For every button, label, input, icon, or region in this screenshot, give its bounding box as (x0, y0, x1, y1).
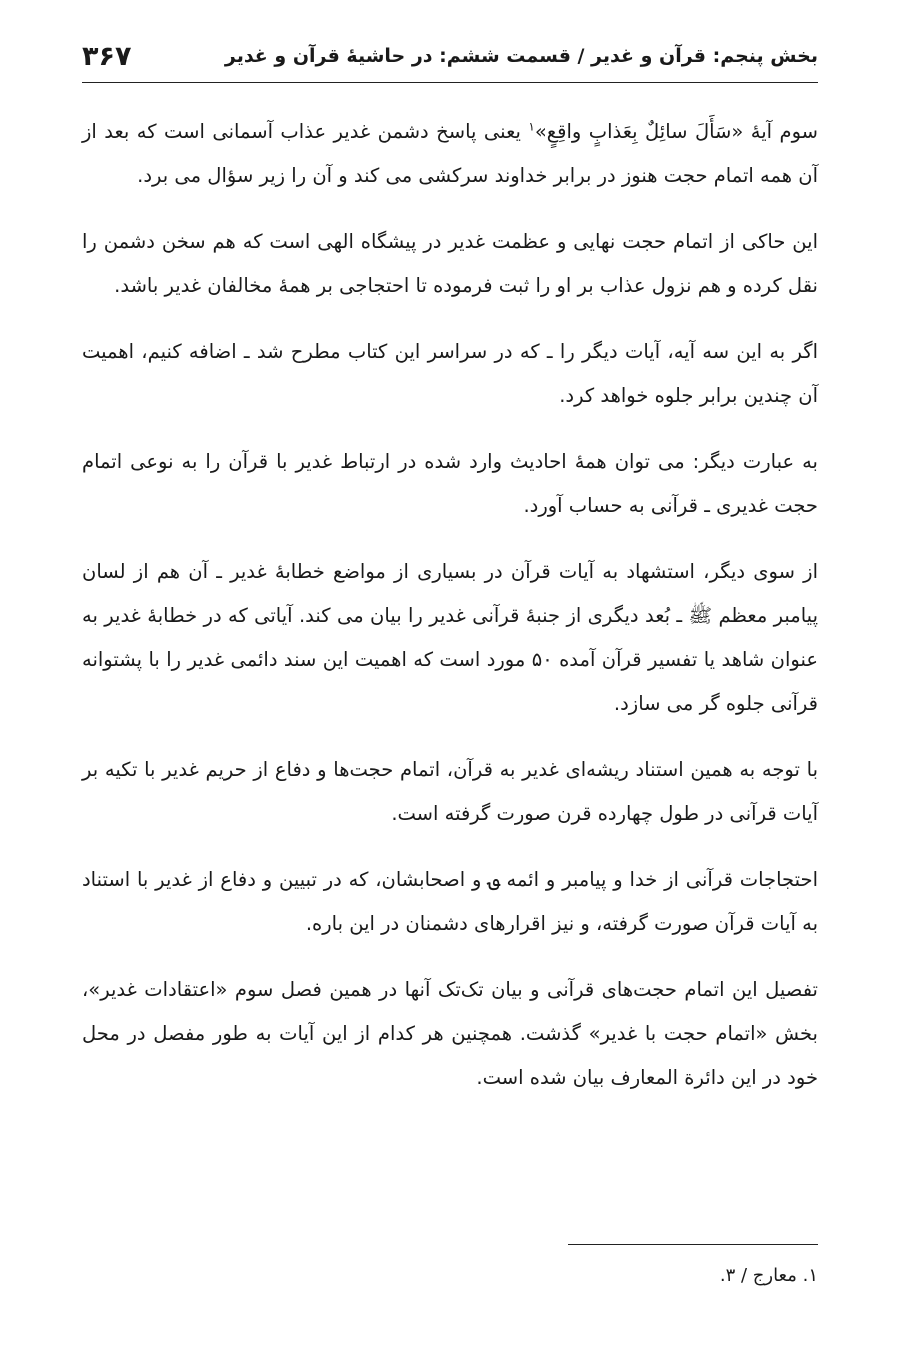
paragraph-2: این حاکی از اتمام حجت نهایی و عظمت غدیر در پیشگاه الهی است که هم سخن دشمن را نقل کرده و هم نزول عذاب بر او را ثبت فرموده تا احتجاجی بر همۀ مخالفان غدیر باشد. (82, 230, 818, 297)
page-number: ۳۶۷ (82, 40, 132, 72)
paragraph-8: تفصیل این اتمام حجت‌های قرآنی و بیان تک‌تک آنها در همین فصل سوم «اعتقادات غدیر»، بخش «اتمام حجت با غدیر» گذشت. همچنین هر کدام از این آیات به طور مفصل در محل خود در این دائرة المعارف بیان شده است. (82, 978, 818, 1089)
paragraph-7: احتجاجات قرآنی از خدا و پیامبر و ائمه ؈ و اصحابشان، که در تبیین و دفاع از غدیر با استناد به آیات قرآن صورت گرفته، و نیز اقرارهای دشمنان در این باره. (82, 868, 818, 935)
body-text (82, 110, 818, 1122)
running-header (82, 30, 818, 83)
footnote-divider (568, 1244, 818, 1245)
paragraph-3: اگر به این سه آیه، آیات دیگر را ـ که در سراسر این کتاب مطرح شد ـ اضافه کنیم، اهمیت آن چندین برابر جلوه خواهد کرد. (82, 340, 818, 407)
paragraph-6: با توجه به همین استناد ریشه‌ای غدیر به قرآن، اتمام حجت‌ها و دفاع از حریم غدیر با تکیه بر آیات قرآنی در طول چهارده قرن صورت گرفته است. (82, 758, 818, 825)
paragraph-1 (82, 110, 818, 198)
paragraph-1-quote: سوم آیۀ «سَأَلَ سائِلٌ بِعَذابٍ واقِعٍ» (534, 120, 818, 143)
header-title: بخش پنجم: قرآن و غدیر / قسمت ششم: در حاشیۀ قرآن و غدیر (224, 45, 818, 67)
paragraph-4: به عبارت دیگر: می توان همۀ احادیث وارد شده در ارتباط غدیر با قرآن را به نوعی اتمام حجت غدیری ـ قرآنی به حساب آورد. (82, 450, 818, 517)
footnote-text: ۱. معارج / ۳. (719, 1265, 818, 1286)
footnote-reference[interactable]: ۱ (528, 119, 535, 134)
paragraph-5: از سوی دیگر، استشهاد به آیات قرآن در بسیاری از مواضع خطابۀ غدیر ـ آن هم از لسان پیامبر معظم ﷺ ـ بُعد دیگری از جنبۀ قرآنی غدیر را بیان می کند. آیاتی که در خطابۀ غدیر به عنوان شاهد یا تفسیر قرآن آمده ۵۰ مورد است که اهمیت این سند دائمی غدیر را با پشتوانه قرآنی جلوه گر می سازد. (82, 560, 819, 715)
paragraph-1-rest: یعنی پاسخ دشمن غدیر عذاب آسمانی است که بعد از آن همه اتمام حجت هنوز در برابر خداوند سرکشی می کند و آن را زیر سؤال می برد. (82, 120, 818, 187)
